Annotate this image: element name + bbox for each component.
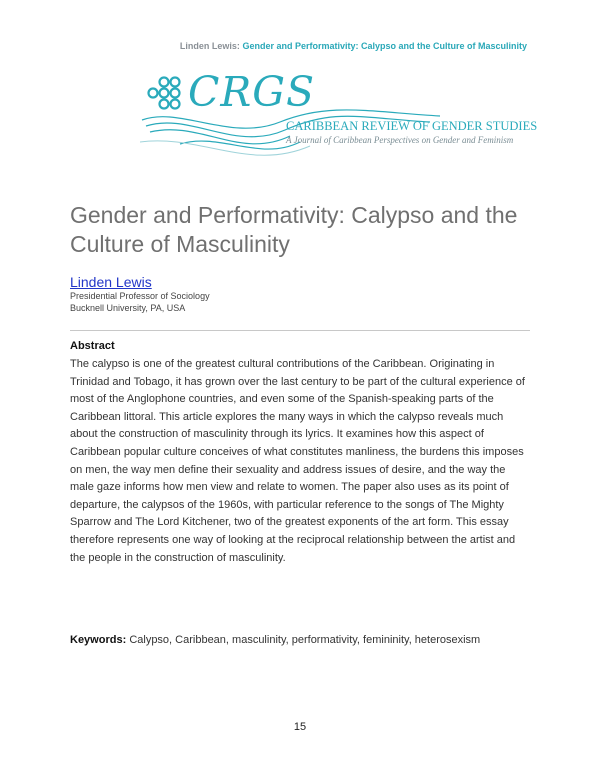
article-title: Gender and Performativity: Calypso and the Culture of Masculinity [70,202,518,257]
journal-name: CARIBBEAN REVIEW OF GENDER STUDIES [286,119,538,133]
author-affiliation-institution: Bucknell University, PA, USA [70,303,186,313]
page-number: 15 [293,721,307,733]
keywords-label: Keywords: [70,634,127,646]
keywords [70,631,532,649]
running-head-title: Gender and Performativity: Calypso and the Culture of Masculinity [242,41,527,51]
logo-wordmark: CRGS [188,68,316,116]
author-affiliation-title: Presidential Professor of Sociology [70,291,210,301]
running-head [180,41,527,51]
author-link[interactable]: Linden Lewis [70,274,152,290]
running-head-author: Linden Lewis: [179,41,240,51]
section-divider [70,330,530,331]
keywords-text: Calypso, Caribbean, masculinity, performativity, femininity, heterosexism [129,634,481,646]
journal-logo [140,68,540,164]
author-block [70,274,210,314]
journal-subtitle: A Journal of Caribbean Perspectives on Gender and Feminism [286,135,514,145]
abstract-text: The calypso is one of the greatest cultural contributions of the Caribbean. Originating in Trinidad and Tobago, it has grown over the last century to be part of the cultural experience of most of the Anglophone countries, and even some of the Spanish-speaking parts of the Caribbean littoral. This article explores the many ways in which the calypso reveals much about the construction of masculinity through its lyrics. It examines how this aspect of Caribbean popular culture conceives of what constitutes manliness, the burdens this imposes on men, the way men define their sexuality and address issues of desire, and the way the male gaze informs how men view and relate to women. The paper also uses as its point of departure, the calypsos of the 1960s, with particular reference to the songs of The Mighty Sparrow and The Lord Kitchener, two of the greatest exponents of the art form. This essay therefore represents one way of looking at the reciprocal relationship between the artist and the people in the construction of masculinity. [70,358,525,564]
abstract-section [70,340,532,567]
abstract-heading: Abstract [70,340,115,352]
